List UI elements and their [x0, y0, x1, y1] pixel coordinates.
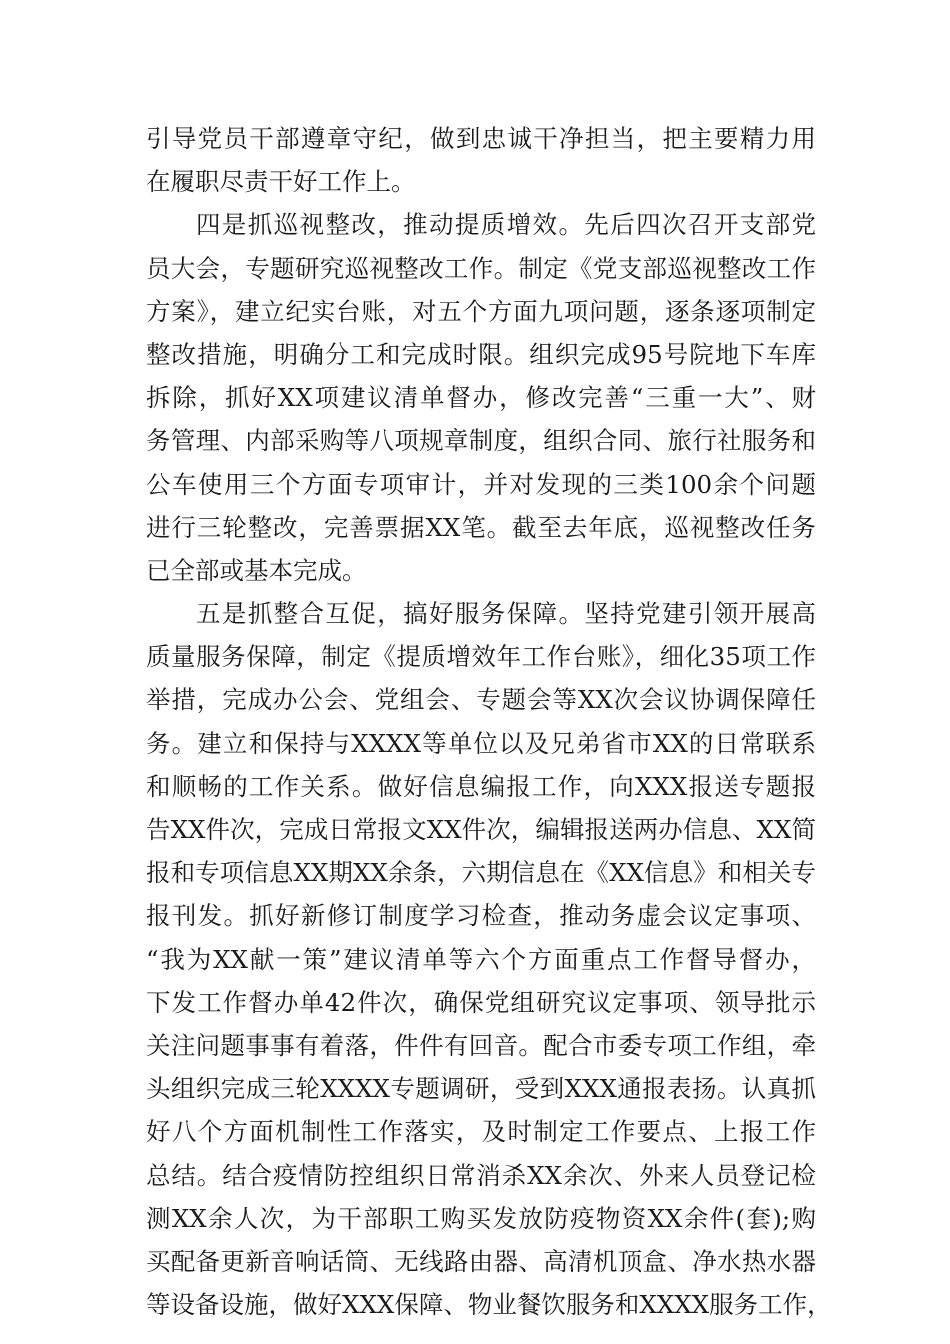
text-line: 下发工作督办单42件次，确保党组研究议定事项、领导批示 [146, 987, 816, 1017]
body-text [146, 117, 832, 1326]
text-line: 已全部或基本完成。 [146, 555, 367, 585]
text-line: 拆除，抓好XX项建议清单督办，修改完善“三重一大”、财 [146, 383, 816, 413]
text-line: 务。建立和保持与XXXX等单位以及兄弟省市XX的日常联系 [146, 728, 816, 758]
text-line: “我为XX献一策”建议清单等六个方面重点工作督导督办， [146, 944, 816, 974]
text-line: 质量服务保障，制定《提质增效年工作台账》，细化35项工作 [146, 642, 816, 672]
text-line: 头组织完成三轮XXXX专题调研，受到XXX通报表扬。认真抓 [146, 1074, 816, 1104]
text-line: 举措，完成办公会、党组会、专题会等XX次会议协调保障任 [146, 685, 816, 715]
text-line: 告XX件次，完成日常报文XX件次，编辑报送两办信息、XX简 [146, 815, 816, 844]
text-line: 等设备设施，做好XXX保障、物业餐饮服务和XXXX服务工作， [146, 1290, 832, 1320]
text-line: 四是抓巡视整改，推动提质增效。先后四次召开支部党 [196, 210, 816, 240]
text-line: 整改措施，明确分工和完成时限。组织完成95号院地下车库 [146, 339, 816, 369]
text-line: 总结。结合疫情防控组织日常消杀XX余次、外来人员登记检 [146, 1160, 816, 1190]
text-line: 公车使用三个方面专项审计，并对发现的三类100余个问题 [146, 469, 816, 499]
text-line: 关注问题事事有着落，件件有回音。配合市委专项工作组，牵 [146, 1030, 816, 1060]
text-line: 务管理、内部采购等八项规章制度，组织合同、旅行社服务和 [146, 426, 816, 456]
text-line: 买配备更新音响话筒、无线路由器、高清机顶盒、净水热水器 [146, 1246, 816, 1276]
text-line: 五是抓整合互促，搞好服务保障。坚持党建引领开展高 [196, 599, 816, 629]
text-line: 方案》，建立纪实台账，对五个方面九项问题，逐条逐项制定 [146, 296, 816, 326]
text-line: 好八个方面机制性工作落实，及时制定工作要点、上报工作 [146, 1117, 816, 1147]
text-line: 员大会，专题研究巡视整改工作。制定《党支部巡视整改工作 [146, 253, 816, 283]
text-line: 测XX余人次，为干部职工购买发放防疫物资XX余件(套);购 [146, 1203, 816, 1233]
text-line: 在履职尽责干好工作上。 [146, 167, 416, 197]
text-line: 和顺畅的工作关系。做好信息编报工作，向XXX报送专题报 [146, 771, 816, 801]
text-line: 报刊发。抓好新修订制度学习检查，推动务虚会议定事项、 [146, 901, 816, 931]
text-line: 报和专项信息XX期XX余条，六期信息在《XX信息》和相关专 [146, 858, 816, 888]
text-line: 引导党员干部遵章守纪，做到忠诚干净担当，把主要精力用 [146, 124, 816, 153]
text-line: 进行三轮整改，完善票据XX笔。截至去年底，巡视整改任务 [146, 512, 816, 542]
